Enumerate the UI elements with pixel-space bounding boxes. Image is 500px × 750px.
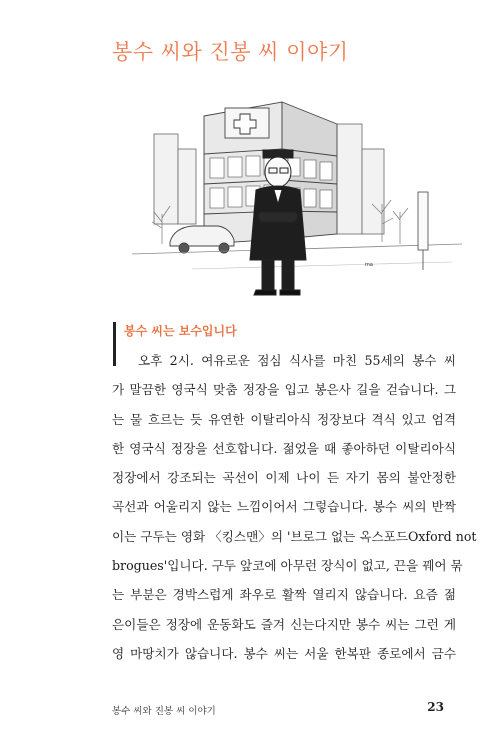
body-line: 정장에서 강조되는 곡선이 이제 나이 든 자기 몸의 불안정한 — [112, 470, 456, 486]
body-line: 는 물 흐르는 듯 유연한 이탈리아식 정장보다 격식 있고 엄격 — [112, 411, 456, 427]
chapter-title: 봉수 씨와 진봉 씨 이야기 — [112, 40, 349, 64]
body-line: brogues'입니다. 구두 앞코에 아무런 장식이 없고, 끈을 꿰어 묶 — [112, 558, 463, 574]
body-line: 오후 2시. 여유로운 점심 식사를 마친 55세의 봉수 씨 — [138, 353, 456, 368]
body-line: 은이들은 정장에 운동화도 즐겨 신는다지만 봉수 씨는 그런 게 — [112, 616, 456, 632]
body-line: 이는 구두는 영화 〈킹스맨〉의 '브로그 없는 옥스포드Oxford not — [112, 528, 477, 544]
body-line: 영 마땅치가 않습니다. 봉수 씨는 서울 한복판 종로에서 금수 — [112, 645, 456, 661]
body-line: 한 영국식 정장을 선호합니다. 젊었을 때 좋아하던 이탈리아식 — [112, 440, 456, 456]
body-line: 곡선과 어울리지 않는 느낌이어서 그렇습니다. 봉수 씨의 반짝 — [112, 499, 456, 515]
body-line: 는 부분은 경박스럽게 좌우로 활짝 열리지 않습니다. 요즘 젊 — [112, 587, 456, 603]
section-heading: 봉수 씨는 보수입니다 — [124, 324, 237, 338]
illustration-signature: ma — [365, 262, 373, 268]
page-number: 23 — [427, 700, 444, 714]
running-footer-title: 봉수 씨와 진봉 씨 이야기 — [112, 706, 216, 717]
body-paragraph — [112, 346, 477, 668]
illustration-businessman-in-city — [132, 94, 462, 304]
body-line: 가 말끔한 영국식 맞춤 정장을 입고 봉은사 길을 걷습니다. 그 — [112, 382, 456, 398]
